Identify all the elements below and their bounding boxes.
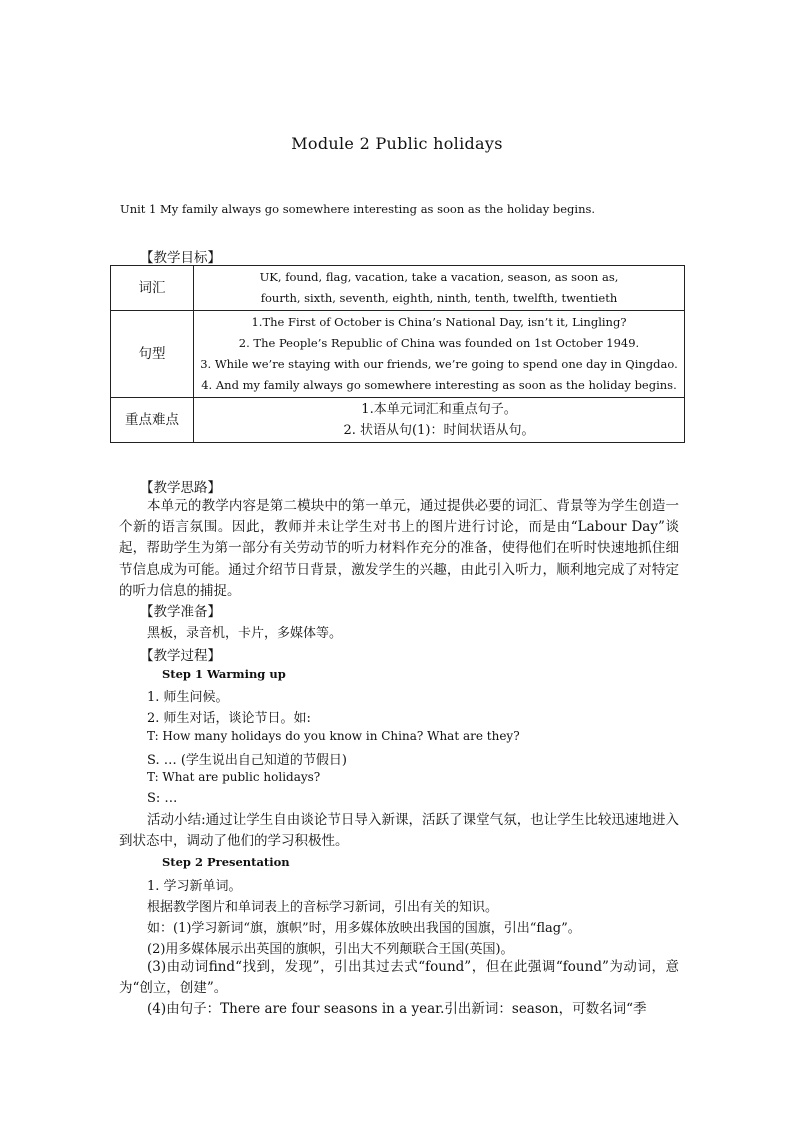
prep-text: 黑板，录音机，卡片，多媒体等。 [147,626,343,641]
step2-title: Step 2 Presentation [162,855,290,869]
table-row [111,398,685,443]
section-goals-heading: 【教学目标】 [140,250,221,266]
vocab-cell [194,266,685,311]
key-cell [194,398,685,443]
section-prep-heading: 【教学准备】 [140,604,221,620]
table-row [111,266,685,311]
step1-line: 2. 师生对话，谈论节日。如: [147,711,311,726]
section-process-heading: 【教学过程】 [140,648,221,664]
page-title: Module 2 Public holidays [291,134,503,153]
sentence-cell [194,311,685,398]
vocab-line: UK, found, flag, vacation, take a vacation, season, as soon as, [259,270,619,284]
unit-heading: Unit 1 My family always go somewhere interesting as soon as the holiday begins. [120,202,596,216]
step1-line: 1. 师生问候。 [147,690,229,705]
step1-line: T: What are public holidays? [147,770,321,784]
teaching-goals-table [110,265,685,443]
step1-line: T: How many holidays do you know in China? What are they? [147,729,520,743]
step1-line: S. … (学生说出自己知道的节假日) [147,753,347,768]
sentence-item: 3. While we’re staying with our friends, we’re going to spend one day in Qingdao. [200,357,678,371]
step2-line: (2)用多媒体展示出英国的旗帜，引出大不列颠联合王国(英国)。 [147,942,514,957]
key-label: 重点难点 [111,398,194,443]
ideas-paragraph: 本单元的教学内容是第二模块中的第一单元，通过提供必要的词汇、背景等为学生创造一个新的语言氛围。因此，教师并未让学生对书上的图片进行讨论，而是由“Labour Day”谈起，帮助学生为第一部分有关劳动节的听力材料作充分的准备，使得他们在听时快速地抓住细节信息成为可能。通过介绍节日背景，激发学生的兴趣，由此引入听力，顺利地完成了对特定的听力信息的捕捉。 [119,498,679,599]
step2-line: (4)由句子：There are four seasons in a year.引出新词：season，可数名词“季 [147,1001,647,1017]
sentence-item: 1.The First of October is China’s National Day, isn’t it, Lingling? [251,315,627,329]
sentence-item: 2. The People’s Republic of China was founded on 1st October 1949. [238,336,640,350]
vocab-line: fourth, sixth, seventh, eighth, ninth, tenth, twelfth, twentieth [260,291,618,305]
section-ideas-heading: 【教学思路】 [140,480,221,496]
table-row [111,311,685,398]
step1-title: Step 1 Warming up [162,667,286,681]
key-line: 2. 状语从句(1)：时间状语从句。 [343,423,535,438]
step2-line: 如：(1)学习新词“旗，旗帜”时，用多媒体放映出我国的国旗，引出“flag”。 [147,921,581,936]
step2-line: 1. 学习新单词。 [147,879,242,894]
key-line: 1.本单元词汇和重点句子。 [361,402,517,417]
sentence-item: 4. And my family always go somewhere interesting as soon as the holiday begins. [201,378,677,392]
vocab-label: 词汇 [111,266,194,311]
step2-line: (3)由动词find“找到，发现”，引出其过去式“found”，但在此强调“found”为动词，意为“创立，创建”。 [119,959,679,997]
step1-summary: 活动小结:通过让学生自由谈论节日导入新课，活跃了课堂气氛，也让学生比较迅速地进入到状态中，调动了他们的学习积极性。 [119,812,679,850]
step1-line: S: … [147,791,178,806]
sentence-label: 句型 [111,311,194,398]
step2-line: 根据教学图片和单词表上的音标学习新词，引出有关的知识。 [147,900,499,915]
